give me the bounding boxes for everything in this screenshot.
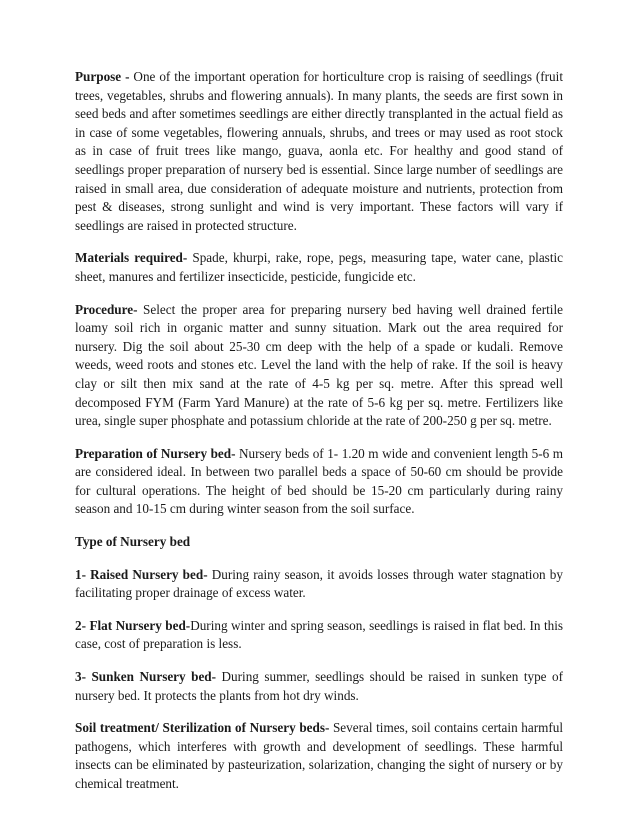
purpose-text: One of the important operation for horticulture crop is raising of seedlings (fruit trees, vegetables, shrubs and flowering annuals). In many plants, the seeds are first sown in seed beds and after sometimes seedlings are either directly transplanted in the actual field as in case of some vegetables, flowering annuals, shrubs, and trees or may used as root stock as in case of fruit trees like mango, guava, aonla etc. For healthy and good stand of seedlings proper preparation of nursery bed is essential. Since large number of seedlings are raised in small area, due consideration of adequate moisture and nutrients, protection from pest & diseases, strong sunlight and wind is very important. These factors will vary if seedlings are raised in protected structure. [75, 69, 563, 233]
nursery-bed-types-heading: Type of Nursery bed [75, 534, 191, 550]
sunken-bed-label: 3- Sunken Nursery bed- [75, 669, 217, 685]
soil-treatment-paragraph [75, 719, 563, 793]
purpose-paragraph [75, 68, 563, 235]
flat-bed-text: During winter and spring season, seedlings is raised in flat bed. In this case, cost of preparation is less. [75, 617, 563, 652]
preparation-label: Preparation of Nursery bed- [75, 445, 236, 461]
materials-text: Spade, khurpi, rake, rope, pegs, measuring tape, water cane, plastic sheet, manures and fertilizer insecticide, pesticide, fungicide etc. [75, 250, 563, 284]
procedure-label: Procedure- [75, 301, 138, 317]
sunken-bed-text: During summer, seedlings should be raised in sunken type of nursery bed. It protects the plants from hot dry winds. [75, 669, 563, 703]
sunken-bed-paragraph [75, 668, 563, 705]
raised-bed-text: During rainy season, it avoids losses through water stagnation by facilitating proper drainage of excess water. [75, 566, 563, 601]
purpose-label: Purpose - [75, 69, 130, 84]
flat-bed-paragraph [75, 617, 563, 654]
materials-label: Materials required- [75, 250, 188, 266]
soil-treatment-text: Several times, soil contains certain harmful pathogens, which interferes with growth and development of seedlings. These harmful insects can be eliminated by pasteurization, solarization, changing the sight of nursery or by chemical treatment. [75, 720, 564, 791]
preparation-paragraph [75, 445, 563, 519]
soil-treatment-label: Soil treatment/ Sterilization of Nursery beds- [75, 720, 330, 736]
raised-bed-paragraph [75, 566, 563, 603]
flat-bed-label: 2- Flat Nursery bed- [75, 617, 191, 633]
procedure-paragraph [75, 301, 563, 431]
procedure-text: Select the proper area for preparing nursery bed having well drained fertile loamy soil rich in organic matter and sunny situation. Mark out the area required for nursery. Dig the soil about 25-30 cm deep with the help of a spade or kudali. Remove weeds, weed roots and stones etc. Level the land with the help of rake. If the soil is heavy clay or silt then mix sand at the rate of 4-5 kg per sq. metre. After this spread well decomposed FYM (Farm Yard Manure) at the rate of 5-6 kg per sq. metre. Fertilizers like urea, single super phosphate and potassium chloride at the rate of 200-250 g per sq. metre. [75, 301, 563, 429]
materials-paragraph [75, 249, 563, 286]
document-page [75, 68, 563, 808]
preparation-text: Nursery beds of 1- 1.20 m wide and convenient length 5-6 m are considered ideal. In between two parallel beds a space of 50-60 cm should be provide for cultural operations. The height of bed should be 15-20 cm particularly during rainy season and 10-15 cm during winter season from the soil surface. [75, 445, 563, 517]
raised-bed-label: 1- Raised Nursery bed- [75, 566, 208, 582]
